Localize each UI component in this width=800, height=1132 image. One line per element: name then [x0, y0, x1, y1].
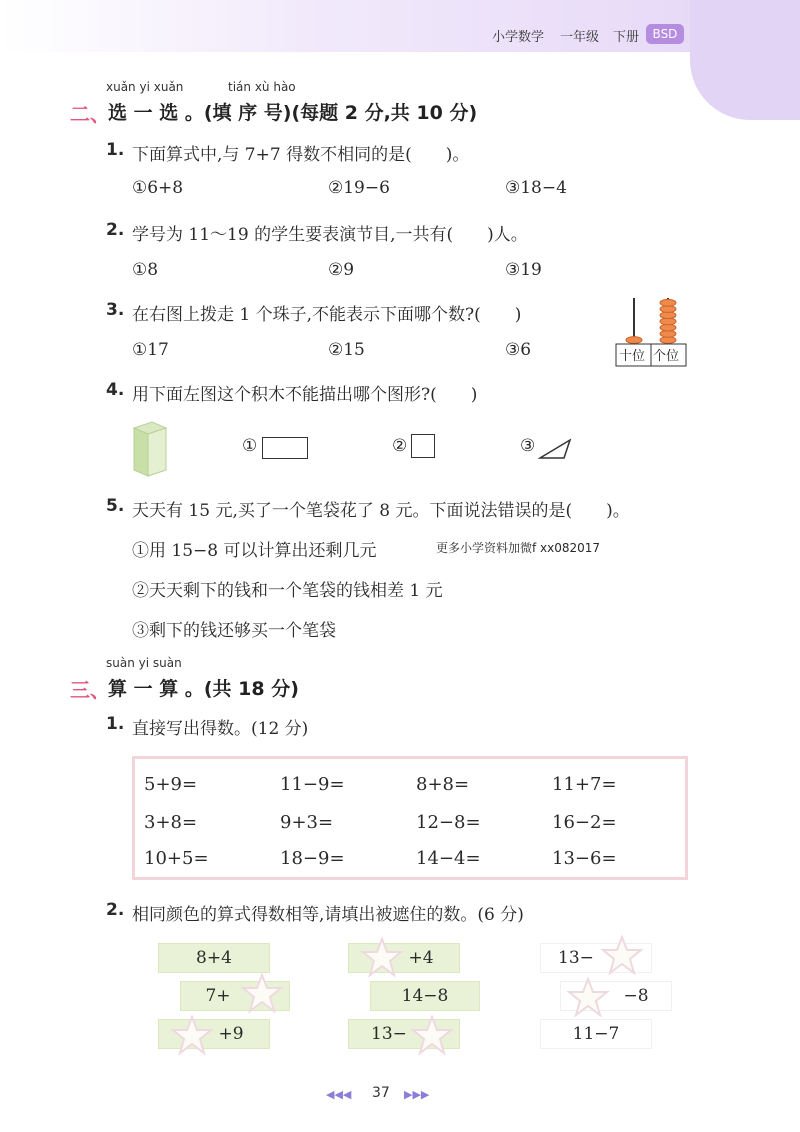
q2-option-3[interactable]: ③19 [505, 260, 542, 280]
star-cover-icon [600, 934, 644, 982]
section3-pinyin: suàn yi suàn [106, 656, 182, 670]
rectangle-shape [262, 437, 308, 459]
abacus-bead [626, 337, 642, 344]
abacus-bead [660, 299, 676, 306]
tile-text: 7+ [205, 986, 231, 1006]
tile-text: 13− [371, 1024, 407, 1044]
q5-text: 天天有 15 元,买了一个笔袋花了 8 元。下面说法错误的是( )。 [132, 501, 630, 521]
star-cover-icon [360, 936, 404, 984]
tile-11-minus-7: 11−7 [540, 1019, 652, 1049]
star-cover-icon [240, 972, 284, 1020]
q4-number: 4. [106, 380, 125, 400]
calc-item: 18−9= [280, 848, 345, 869]
q5-number: 5. [106, 496, 125, 516]
grade-label: 一年级 [560, 30, 600, 45]
abacus-tens-label: 十位 [619, 349, 646, 364]
q3-option-1[interactable]: ①17 [132, 340, 169, 360]
q5-option-1[interactable]: ①用 15−8 可以计算出还剩几元 [132, 541, 377, 561]
next-page-arrows[interactable]: ▶▶▶ [404, 1088, 430, 1101]
section3-title: 算 一 算 。(共 18 分) [108, 678, 299, 700]
q3-option-2[interactable]: ②15 [328, 340, 365, 360]
section3-number: 三、 [70, 678, 110, 702]
q1-number: 1. [106, 140, 125, 160]
star-cover-icon [410, 1014, 454, 1062]
triangle-shape [538, 438, 572, 460]
q4-option-1[interactable]: ① [242, 436, 258, 456]
q4-text: 用下面左图这个积木不能描出哪个图形?( ) [132, 385, 478, 405]
calc-item: 11+7= [552, 774, 617, 795]
s3-q1-text: 直接写出得数。(12 分) [132, 719, 309, 739]
q1-text: 下面算式中,与 7+7 得数不相同的是( )。 [132, 145, 470, 165]
tile-text: +9 [218, 1024, 244, 1044]
header-decoration [690, 0, 800, 120]
term-label: 下册 [613, 30, 640, 45]
calc-item: 9+3= [280, 812, 334, 833]
calc-item: 3+8= [144, 812, 198, 833]
calc-item: 8+8= [416, 774, 470, 795]
s3-q2-number: 2. [106, 900, 125, 920]
tile-14-minus-8: 14−8 [370, 981, 480, 1011]
q5-option-3[interactable]: ③剩下的钱还够买一个笔袋 [132, 621, 336, 641]
tile-text: −8 [623, 986, 649, 1006]
q1-option-2[interactable]: ②19−6 [328, 178, 390, 198]
square-shape [411, 434, 435, 458]
calc-item: 10+5= [144, 848, 209, 869]
building-block-figure [130, 418, 168, 478]
calc-item: 11−9= [280, 774, 345, 795]
section2-pinyin-1: xuǎn yi xuǎn [106, 80, 184, 94]
q5-option-2[interactable]: ②天天剩下的钱和一个笔袋的钱相差 1 元 [132, 581, 443, 601]
tile-text: 13− [558, 948, 594, 968]
calc-item: 16−2= [552, 812, 617, 833]
calc-item: 12−8= [416, 812, 481, 833]
section2-number: 二、 [70, 102, 110, 126]
calc-item: 13−6= [552, 848, 617, 869]
calc-item: 5+9= [144, 774, 198, 795]
edition-badge: BSD [646, 24, 684, 44]
q2-option-2[interactable]: ②9 [328, 260, 355, 280]
calc-item: 14−4= [416, 848, 481, 869]
abacus-figure [612, 296, 690, 368]
abacus-ones-label: 个位 [653, 349, 680, 364]
q2-text: 学号为 11～19 的学生要表演节目,一共有( )人。 [132, 225, 528, 245]
s3-q1-number: 1. [106, 714, 125, 734]
s3-q2-text: 相同颜色的算式得数相等,请填出被遮住的数。(6 分) [132, 905, 524, 925]
tile-8-plus-4: 8+4 [158, 943, 270, 973]
q1-option-1[interactable]: ①6+8 [132, 178, 184, 198]
watermark-text: 更多小学资料加微f xx082017 [436, 541, 601, 555]
star-cover-icon [566, 976, 610, 1024]
q1-option-3[interactable]: ③18−4 [505, 178, 567, 198]
section2-pinyin-2: tián xù hào [228, 80, 296, 94]
star-cover-icon [170, 1014, 214, 1062]
tile-text: +4 [408, 948, 434, 968]
q3-number: 3. [106, 300, 125, 320]
page-number: 37 [372, 1085, 390, 1101]
q4-option-2[interactable]: ② [392, 436, 408, 456]
prev-page-arrows[interactable]: ◀◀◀ [326, 1088, 352, 1101]
q3-text: 在右图上拨走 1 个珠子,不能表示下面哪个数?( ) [132, 305, 522, 325]
q2-number: 2. [106, 220, 125, 240]
q2-option-1[interactable]: ①8 [132, 260, 159, 280]
q4-option-3[interactable]: ③ [520, 436, 536, 456]
book-title: 小学数学 [492, 30, 545, 45]
section2-title: 选 一 选 。(填 序 号)(每题 2 分,共 10 分) [108, 102, 478, 124]
q3-option-3[interactable]: ③6 [505, 340, 532, 360]
